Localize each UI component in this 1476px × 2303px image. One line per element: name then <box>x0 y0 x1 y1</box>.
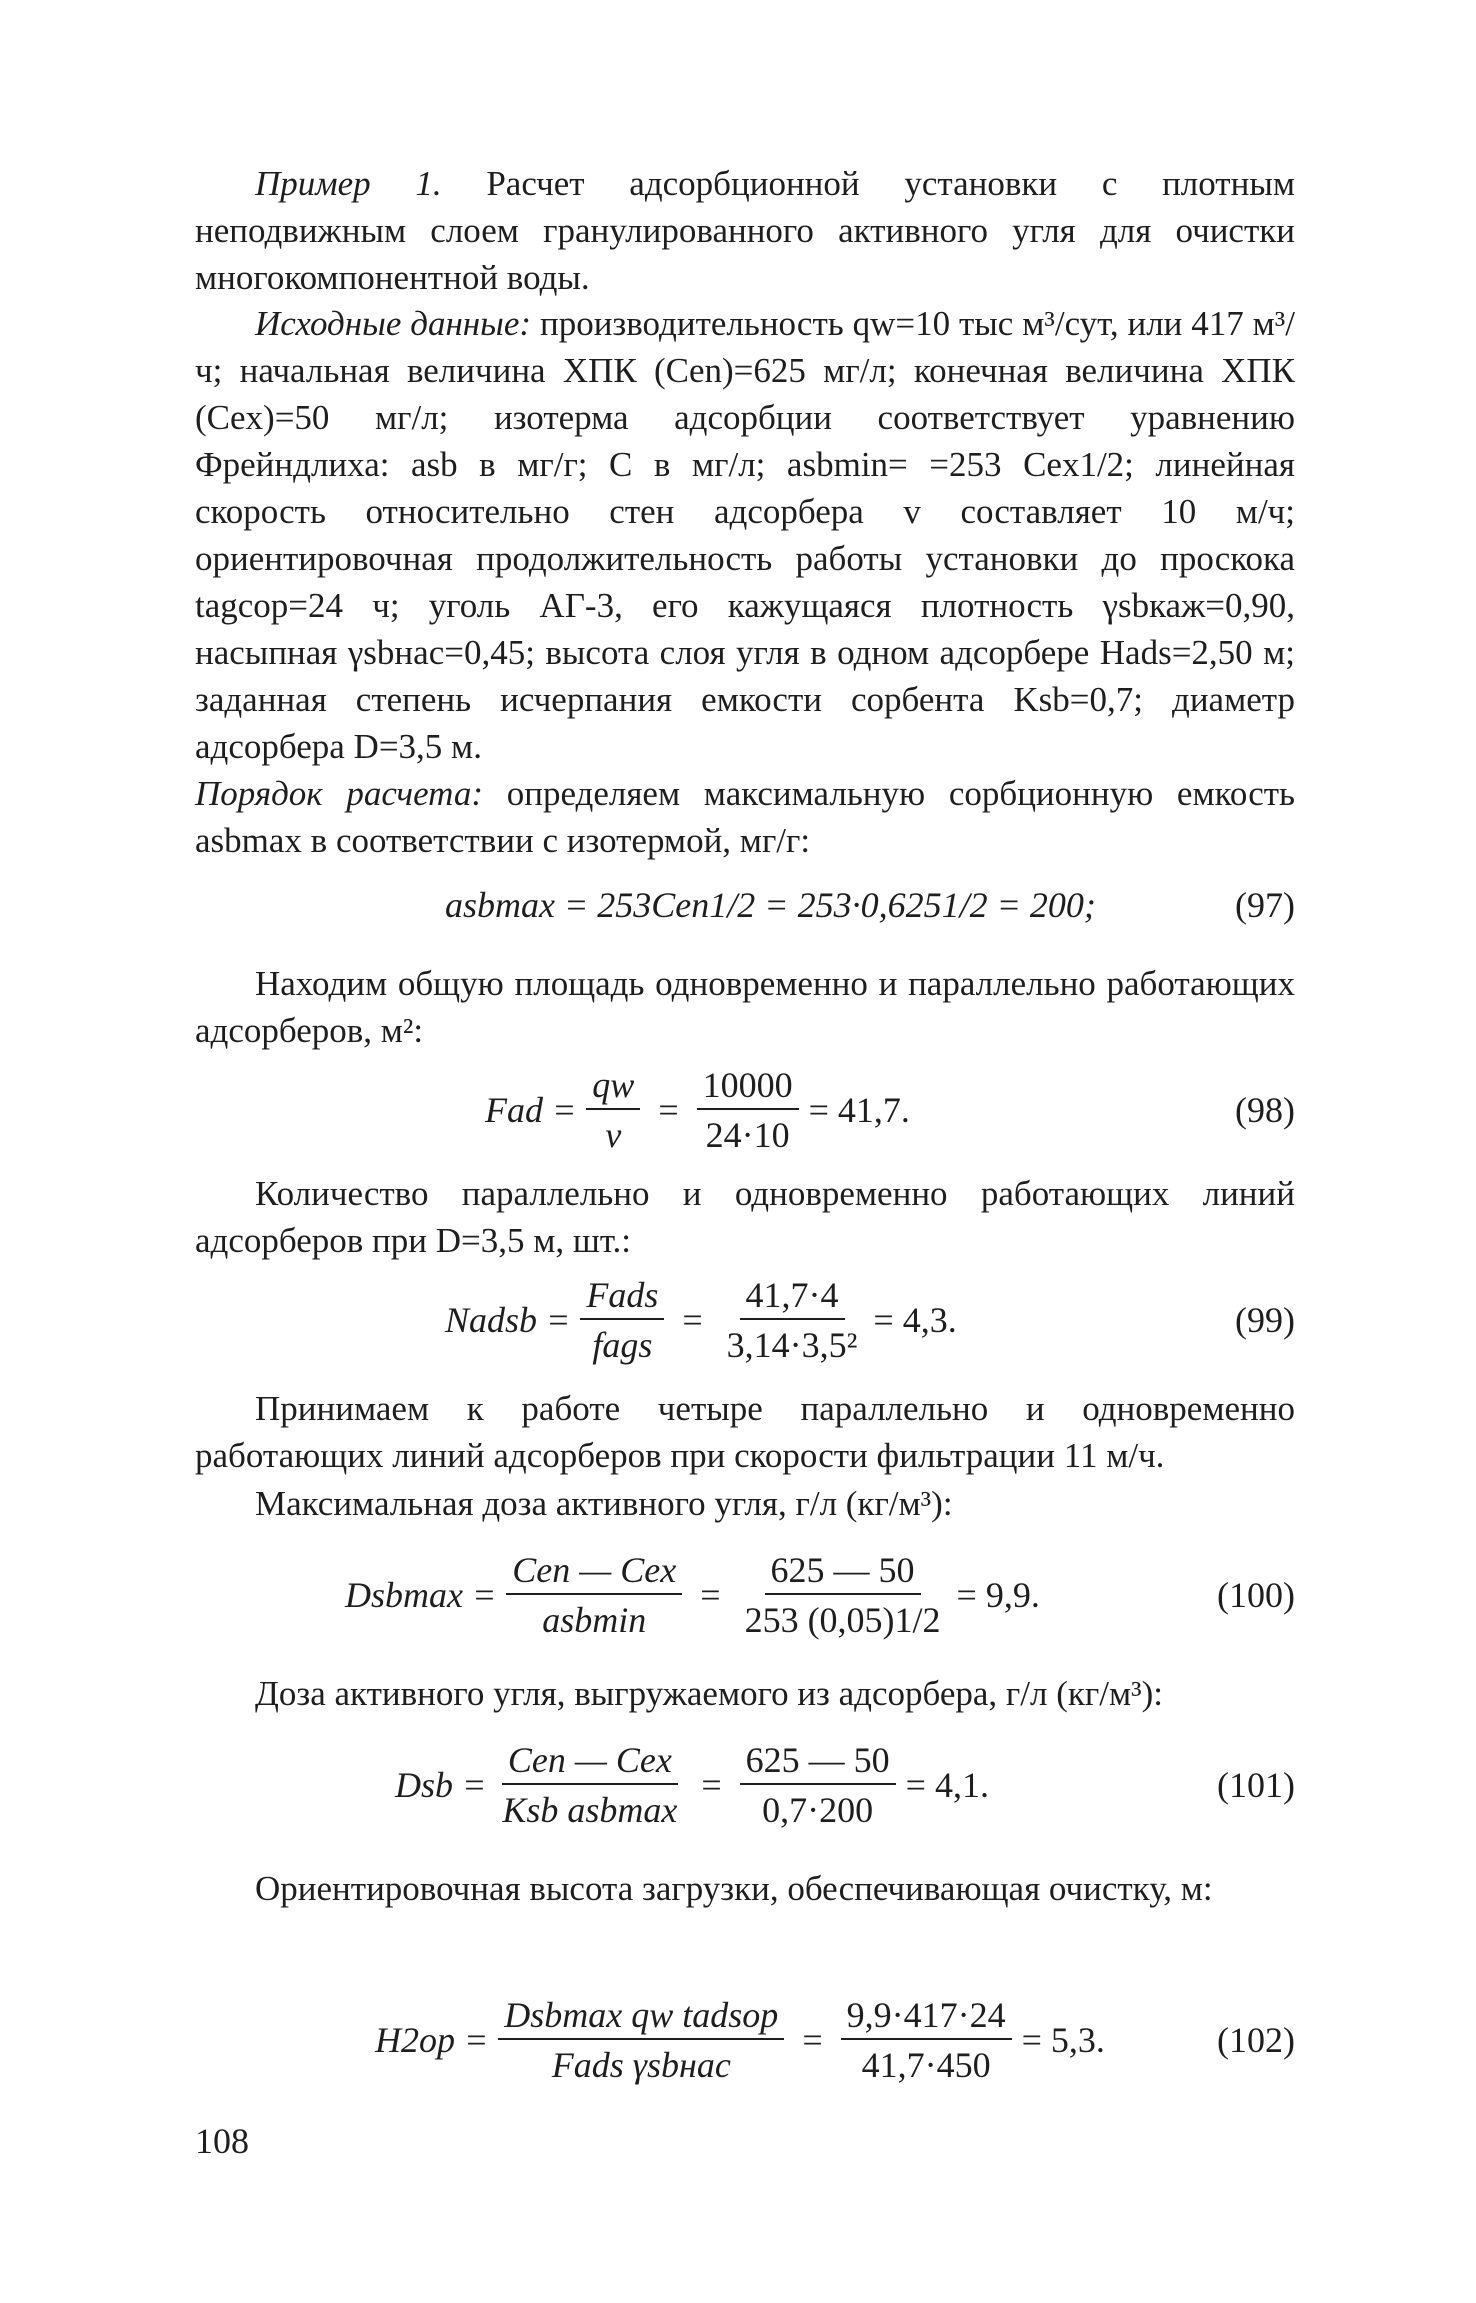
equation-100 <box>195 1530 1295 1660</box>
equation-97 <box>195 860 1295 950</box>
equation-98 <box>195 1050 1295 1170</box>
paragraph-procedure <box>195 770 1295 864</box>
eq101-f1-num: Cen — Cex <box>502 1739 678 1785</box>
eq99-f1-den: fags <box>592 1325 653 1365</box>
input-data-label: Исходные данные: <box>255 304 532 343</box>
eq102-f2-num: 9,9·417·24 <box>841 1994 1012 2040</box>
eq99-fraction-1 <box>580 1274 664 1366</box>
eq102-result: = 5,3. <box>1021 2020 1105 2060</box>
eq99-f1-num: Fads <box>580 1274 664 1320</box>
eq98-number: (98) <box>1235 1090 1295 1130</box>
eq101-lhs: Dsb = <box>395 1765 487 1805</box>
eq102-f1-den: Fads γsbнас <box>551 2045 731 2085</box>
paragraph-height: Ориентировочная высота загрузки, обеспечивающая очистку, м: <box>255 1869 1213 1908</box>
paragraph-area: Находим общую площадь одновременно и параллельно работающих адсорберов, м²: <box>195 964 1295 1050</box>
example-label: Пример 1. <box>255 164 442 203</box>
eq102-fraction-1 <box>498 1994 784 2086</box>
eq97-number: (97) <box>1235 885 1295 925</box>
eq97-expression: asbmax = 253Cen1/2 = 253·0,6251/2 = 200; <box>445 885 1096 925</box>
paragraph-lines: Количество параллельно и одновременно работающих линий адсорберов при D=3,5 м, шт.: <box>195 1174 1295 1260</box>
input-data-text: производительность qw=10 тыс м³/сут, или 417 м³/ч; начальная величина ХПК (Cen)=625 мг/л; конечная величина ХПК (Cex)=50 мг/л; изотерма адсорбции соответствует уравнению Фрейндлиха: asb в мг/г; C в мг/л; asbmin= =253 Cex1/2; линейная скорость относительно стен адсорбера v составляет 10 м/ч; ориентировочная продолжительность работы установки до проскока tagcop=24 ч; уголь АГ-3, его кажущаяся плотность γsbкаж=0,90, насыпная γsbнас=0,45; высота слоя угля в одном адсорбере Hads=2,50 м; заданная степень исчерпания емкости сорбента Ksb=0,7; диаметр адсорбера D=3,5 м. <box>195 304 1296 766</box>
eq100-f2-num: 625 — 50 <box>765 1549 921 1595</box>
paragraph-accept: Принимаем к работе четыре параллельно и одновременно работающих линий адсорберов при скорости фильтрации 11 м/ч. <box>195 1389 1295 1475</box>
equation-101 <box>195 1720 1295 1850</box>
eq102-equals: = <box>802 2020 823 2060</box>
eq98-fraction-2 <box>697 1064 799 1156</box>
paragraph-dose-unload: Доза активного угля, выгружаемого из адсорбера, г/л (кг/м³): <box>255 1674 1163 1713</box>
eq102-fraction-2 <box>841 1994 1012 2086</box>
eq101-fraction-1 <box>496 1739 683 1831</box>
eq99-f2-num: 41,7·4 <box>740 1274 845 1320</box>
paragraph-max-dose: Максимальная доза активного угля, г/л (кг/м³): <box>255 1484 953 1523</box>
eq101-result: = 4,1. <box>905 1765 989 1805</box>
procedure-label: Порядок расчета: <box>195 774 484 813</box>
eq102-f1-num: Dsbmax qw tadsop <box>498 1994 784 2040</box>
example-text: Расчет адсорбционной установки с плотным неподвижным слоем гранулированного активного угля для очистки многокомпонентной воды. <box>195 164 1295 297</box>
eq100-equals: = <box>700 1575 721 1615</box>
eq100-fraction-1 <box>506 1549 682 1641</box>
equation-102 <box>195 1970 1295 2110</box>
eq101-f1-den: Ksb asbmax <box>502 1790 678 1830</box>
eq99-lhs: Nadsb = <box>445 1300 571 1340</box>
eq101-fraction-2 <box>740 1739 896 1831</box>
eq100-f1-num: Cen — Cex <box>506 1549 682 1595</box>
eq102-number: (102) <box>1217 2020 1295 2060</box>
eq100-f1-den: asbmin <box>542 1600 647 1640</box>
eq102-lhs: H2op = <box>375 2020 489 2060</box>
eq98-result: = 41,7. <box>808 1090 910 1130</box>
eq100-fraction-2 <box>739 1549 947 1641</box>
procedure-text: определяем максимальную сорбционную емкость asbmax в соответствии с изотермой, мг/г: <box>195 774 1296 860</box>
eq98-equals: = <box>658 1090 679 1130</box>
eq98-f2-num: 10000 <box>697 1064 799 1110</box>
eq99-result: = 4,3. <box>873 1300 957 1340</box>
eq98-lhs: Fad = <box>485 1090 577 1130</box>
eq101-equals: = <box>701 1765 722 1805</box>
eq99-number: (99) <box>1235 1300 1295 1340</box>
eq102-f2-den: 41,7·450 <box>861 2045 991 2085</box>
equation-99 <box>195 1260 1295 1380</box>
eq100-number: (100) <box>1217 1575 1295 1615</box>
eq100-lhs: Dsbmax = <box>345 1575 497 1615</box>
eq98-f1-den: v <box>605 1115 622 1155</box>
eq99-equals: = <box>682 1300 703 1340</box>
page-number: 108 <box>195 2121 249 2161</box>
paragraph-example <box>195 160 1295 301</box>
eq100-f2-den: 253 (0,05)1/2 <box>744 1600 941 1640</box>
eq101-number: (101) <box>1217 1765 1295 1805</box>
eq100-result: = 9,9. <box>956 1575 1040 1615</box>
eq101-f2-num: 625 — 50 <box>740 1739 896 1785</box>
paragraph-input-data <box>195 300 1295 770</box>
eq98-f1-num: qw <box>586 1064 640 1110</box>
eq101-f2-den: 0,7·200 <box>762 1790 874 1830</box>
eq99-fraction-2 <box>721 1274 864 1366</box>
eq98-f2-den: 24·10 <box>705 1115 790 1155</box>
eq99-f2-den: 3,14·3,5² <box>726 1325 858 1365</box>
eq98-fraction-1 <box>586 1064 640 1156</box>
